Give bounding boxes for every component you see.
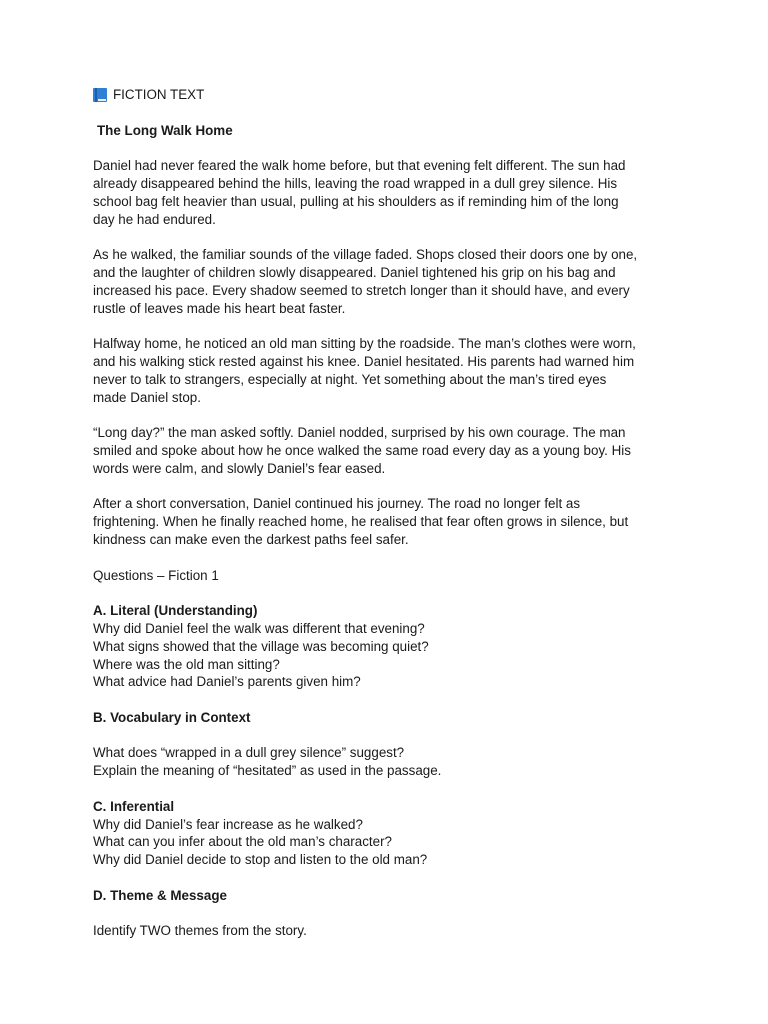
question-item: Identify TWO themes from the story. bbox=[93, 923, 307, 939]
story-paragraph-3 bbox=[93, 335, 683, 406]
question-item: Why did Daniel’s fear increase as he walked? bbox=[93, 816, 363, 832]
text-line: and the laughter of children slowly disappeared. Daniel tightened his grip on his bag and bbox=[93, 264, 616, 280]
question-section-c bbox=[93, 798, 683, 869]
text-line: made Daniel stop. bbox=[93, 389, 201, 405]
question-item: What can you infer about the old man’s character? bbox=[93, 834, 392, 850]
document-page bbox=[93, 86, 683, 940]
text-line: “Long day?” the man asked softly. Daniel nodded, surprised by his own courage. The man bbox=[93, 425, 626, 441]
question-item: Why did Daniel feel the walk was different that evening? bbox=[93, 620, 425, 636]
text-line: After a short conversation, Daniel continued his journey. The road no longer felt as bbox=[93, 496, 581, 512]
question-section-b bbox=[93, 709, 683, 780]
text-line: school bag felt heavier than usual, pulling at his shoulders as if reminding him of the long bbox=[93, 193, 619, 209]
section-header-label: FICTION TEXT bbox=[113, 87, 205, 102]
text-line: and his walking stick rested against his knee. Daniel hesitated. His parents had warned him bbox=[93, 353, 635, 369]
story-paragraph-4 bbox=[93, 424, 683, 477]
text-line: Halfway home, he noticed an old man sitting by the roadside. The man’s clothes were worn, bbox=[93, 336, 636, 352]
question-item: What signs showed that the village was becoming quiet? bbox=[93, 638, 429, 654]
text-line: smiled and spoke about how he once walked the same road every day as a young boy. His bbox=[93, 442, 631, 458]
question-item: Where was the old man sitting? bbox=[93, 656, 280, 672]
question-item: What advice had Daniel’s parents given him? bbox=[93, 674, 361, 690]
text-line: frightening. When he finally reached home, he realised that fear often grows in silence, but bbox=[93, 514, 629, 530]
question-section-a bbox=[93, 602, 683, 691]
question-item: Explain the meaning of “hesitated” as used in the passage. bbox=[93, 763, 442, 779]
story-paragraph-5 bbox=[93, 495, 683, 548]
section-title: C. Inferential bbox=[93, 798, 175, 814]
section-title: B. Vocabulary in Context bbox=[93, 709, 251, 725]
question-section-d bbox=[93, 887, 683, 940]
question-item: What does “wrapped in a dull grey silence” suggest? bbox=[93, 745, 405, 761]
story-paragraph-1 bbox=[93, 157, 683, 228]
text-line: increased his pace. Every shadow seemed to stretch longer than it should have, and every bbox=[93, 282, 630, 298]
question-item: Why did Daniel decide to stop and listen to the old man? bbox=[93, 852, 428, 868]
text-line: words were calm, and slowly Daniel’s fear eased. bbox=[93, 460, 386, 476]
text-line: already disappeared behind the hills, leaving the road wrapped in a dull grey silence. His bbox=[93, 175, 618, 191]
text-line: rustle of leaves made his heart beat faster. bbox=[93, 300, 346, 316]
story-paragraph-2 bbox=[93, 246, 683, 317]
text-line: kindness can make even the darkest paths feel safer. bbox=[93, 531, 409, 547]
text-line: Daniel had never feared the walk home before, but that evening felt different. The sun had bbox=[93, 158, 626, 174]
section-title: A. Literal (Understanding) bbox=[93, 603, 258, 619]
book-icon bbox=[93, 88, 107, 102]
section-title: D. Theme & Message bbox=[93, 887, 227, 903]
text-line: As he walked, the familiar sounds of the village faded. Shops closed their doors one by one, bbox=[93, 247, 638, 263]
story-title: The Long Walk Home bbox=[97, 122, 233, 138]
questions-heading: Questions – Fiction 1 bbox=[93, 567, 219, 583]
text-line: never to talk to strangers, especially at night. Yet something about the man’s tired eyes bbox=[93, 371, 607, 387]
section-header bbox=[93, 86, 683, 104]
text-line: day he had endured. bbox=[93, 211, 216, 227]
